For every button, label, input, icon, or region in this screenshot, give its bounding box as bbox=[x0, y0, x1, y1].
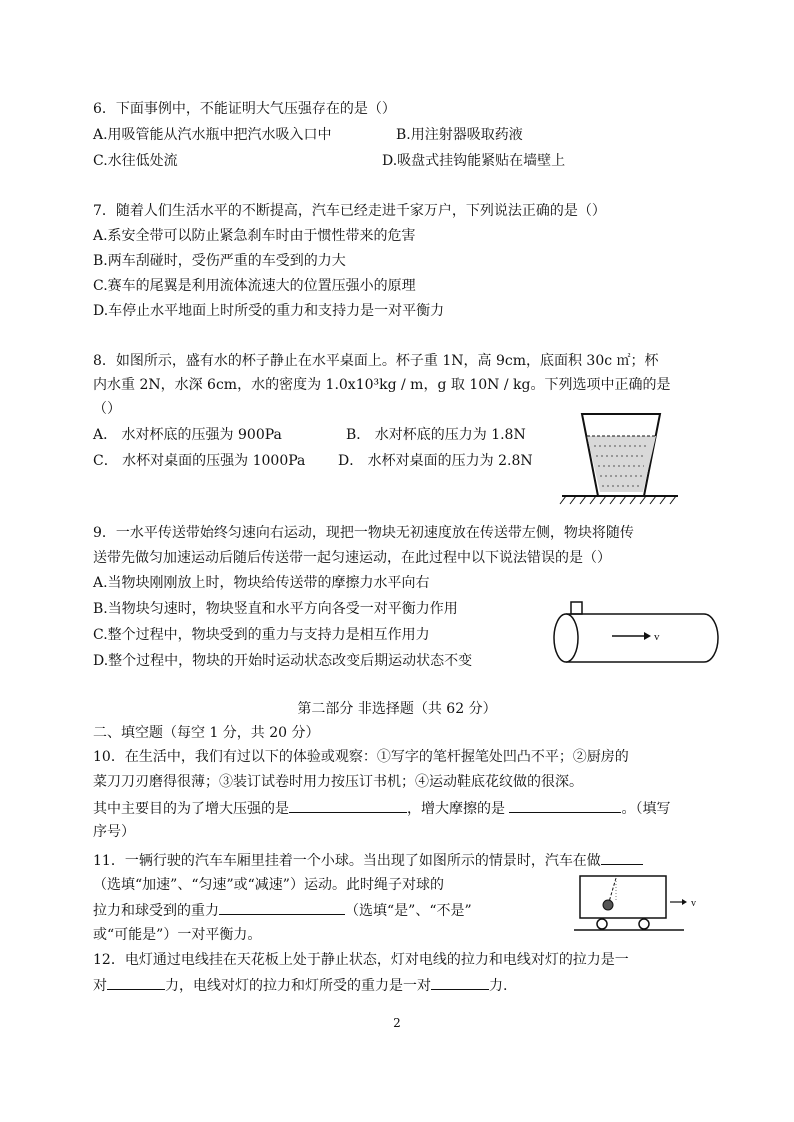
q7-stem: 7．随着人们生活水平的不断提高，汽车已经走进千家万户，下列说法正确的是（） bbox=[93, 203, 606, 219]
q8-stem-line2: 内水重 2N，水深 6cm，水的密度为 1.0x10³kg / m，g 取 10N / kg。下列选项中正确的是 bbox=[93, 377, 671, 393]
q8-option-c: C． 水杯对桌面的压强为 1000Pa bbox=[93, 453, 306, 469]
q12-text-c: 力. bbox=[489, 978, 508, 994]
q10-line4: 序号） bbox=[93, 824, 135, 840]
q6-option-a: A.用吸管能从汽水瓶中把汽水吸入口中 bbox=[93, 127, 332, 143]
pendulum-ball bbox=[603, 900, 613, 910]
q10-blank-friction[interactable] bbox=[509, 797, 621, 813]
q8-option-d: D． 水杯对桌面的压力为 2.8N bbox=[338, 453, 533, 469]
q6-option-b: B.用注射器吸取药液 bbox=[396, 127, 523, 143]
q11-text-b: 拉力和球受到的重力 bbox=[93, 903, 219, 919]
q11-line1 bbox=[93, 849, 643, 871]
q8-stem-line3: （） bbox=[93, 401, 121, 417]
rear-wheel bbox=[597, 919, 607, 929]
block-on-belt bbox=[571, 602, 582, 614]
belt-outline bbox=[566, 614, 718, 662]
q6-option-c: C.水往低处流 bbox=[93, 153, 178, 169]
table-surface bbox=[560, 496, 678, 504]
q9-stem-line1: 9．一水平传送带始终匀速向右运动，现把一物块无初速度放在传送带左侧，物块将随传 bbox=[93, 525, 634, 541]
part-two-title: 第二部分 非选择题（共 62 分） bbox=[297, 701, 497, 717]
q11-blank-balance[interactable] bbox=[219, 899, 345, 915]
q6-option-d: D.吸盘式挂钩能紧贴在墙壁上 bbox=[382, 153, 566, 169]
section-fill-in-title: 二、填空题（每空 1 分，共 20 分） bbox=[93, 725, 320, 741]
q6-stem: 6．下面事例中，不能证明大气压强存在的是（） bbox=[93, 101, 396, 117]
q11-line3 bbox=[93, 899, 472, 921]
page-number: 2 bbox=[393, 1016, 401, 1030]
q12-blank-1[interactable] bbox=[107, 974, 165, 990]
q10-text-b: ，增大摩擦的是 bbox=[407, 801, 505, 817]
q8-option-b: B． 水对杯底的压力为 1.8N bbox=[346, 427, 526, 443]
velocity-label: v bbox=[654, 631, 660, 643]
q11-line2: （选填“加速”、“匀速”或“减速”）运动。此时绳子对球的 bbox=[93, 877, 444, 893]
q9-stem-line2: 送带先做匀加速运动后随后传送带一起匀速运动，在此过程中以下说法错误的是（） bbox=[93, 550, 611, 566]
car-velocity-label: v bbox=[691, 898, 696, 909]
q7-option-b: B.两车刮碰时，受伤严重的车受到的力大 bbox=[93, 253, 346, 269]
q12-text-b: 力，电线对灯的拉力和灯所受的重力是一对 bbox=[165, 978, 431, 994]
q12-blank-2[interactable] bbox=[431, 974, 489, 990]
q9-option-d: D.整个过程中，物块的开始时运动状态改变后期运动状态不变 bbox=[93, 653, 473, 669]
conveyor-belt-figure bbox=[552, 600, 722, 666]
q7-option-d: D.车停止水平地面上时所受的重力和支持力是一对平衡力 bbox=[93, 303, 445, 319]
q10-line2: 菜刀刀刃磨得很薄；③装订试卷时用力按压订书机；④运动鞋底花纹做的很深。 bbox=[93, 774, 583, 790]
q9-option-b: B.当物块匀速时，物块竖直和水平方向各受一对平衡力作用 bbox=[93, 601, 458, 617]
q10-blank-pressure[interactable] bbox=[289, 797, 407, 813]
front-wheel bbox=[639, 919, 649, 929]
car-body bbox=[580, 876, 666, 918]
q12-line1: 12．电灯通过电线挂在天花板上处于静止状态，灯对电线的拉力和电线对灯的拉力是一 bbox=[93, 952, 629, 968]
q11-blank-motion[interactable] bbox=[601, 849, 643, 865]
q10-line1: 10．在生活中，我们有过以下的体验或观察：①写字的笔杆握笔处凹凸不平；②厨房的 bbox=[93, 749, 629, 765]
q8-option-a: A． 水对杯底的压强为 900Pa bbox=[93, 427, 282, 443]
cup-of-water-figure bbox=[560, 410, 680, 505]
q10-text-c: 。（填写 bbox=[621, 801, 671, 817]
q11-text-a: 11．一辆行驶的汽车车厢里挂着一个小球。当出现了如图所示的情景时，汽车在做 bbox=[93, 853, 601, 869]
left-roller bbox=[554, 614, 578, 662]
q7-option-c: C.赛车的尾翼是利用流体流速大的位置压强小的原理 bbox=[93, 278, 416, 294]
q10-text-a: 其中主要目的为了增大压强的是 bbox=[93, 801, 289, 817]
q11-text-c: （选填“是”、“不是” bbox=[345, 903, 472, 919]
q7-option-a: A.系安全带可以防止紧急刹车时由于惯性带来的危害 bbox=[93, 228, 416, 244]
q12-text-a: 对 bbox=[93, 978, 107, 994]
car-with-pendulum-figure bbox=[572, 872, 702, 936]
q10-line3 bbox=[93, 797, 670, 819]
q9-option-c: C.整个过程中，物块受到的重力与支持力是相互作用力 bbox=[93, 627, 430, 643]
q9-option-a: A.当物块刚刚放上时，物块给传送带的摩擦力水平向右 bbox=[93, 575, 430, 591]
q12-line2 bbox=[93, 974, 507, 996]
q8-stem-line1: 8．如图所示，盛有水的杯子静止在水平桌面上。杯子重 1N，高 9cm，底面积 30c ㎡；杯 bbox=[93, 353, 659, 369]
q11-line4: 或“可能是”）一对平衡力。 bbox=[93, 927, 262, 943]
